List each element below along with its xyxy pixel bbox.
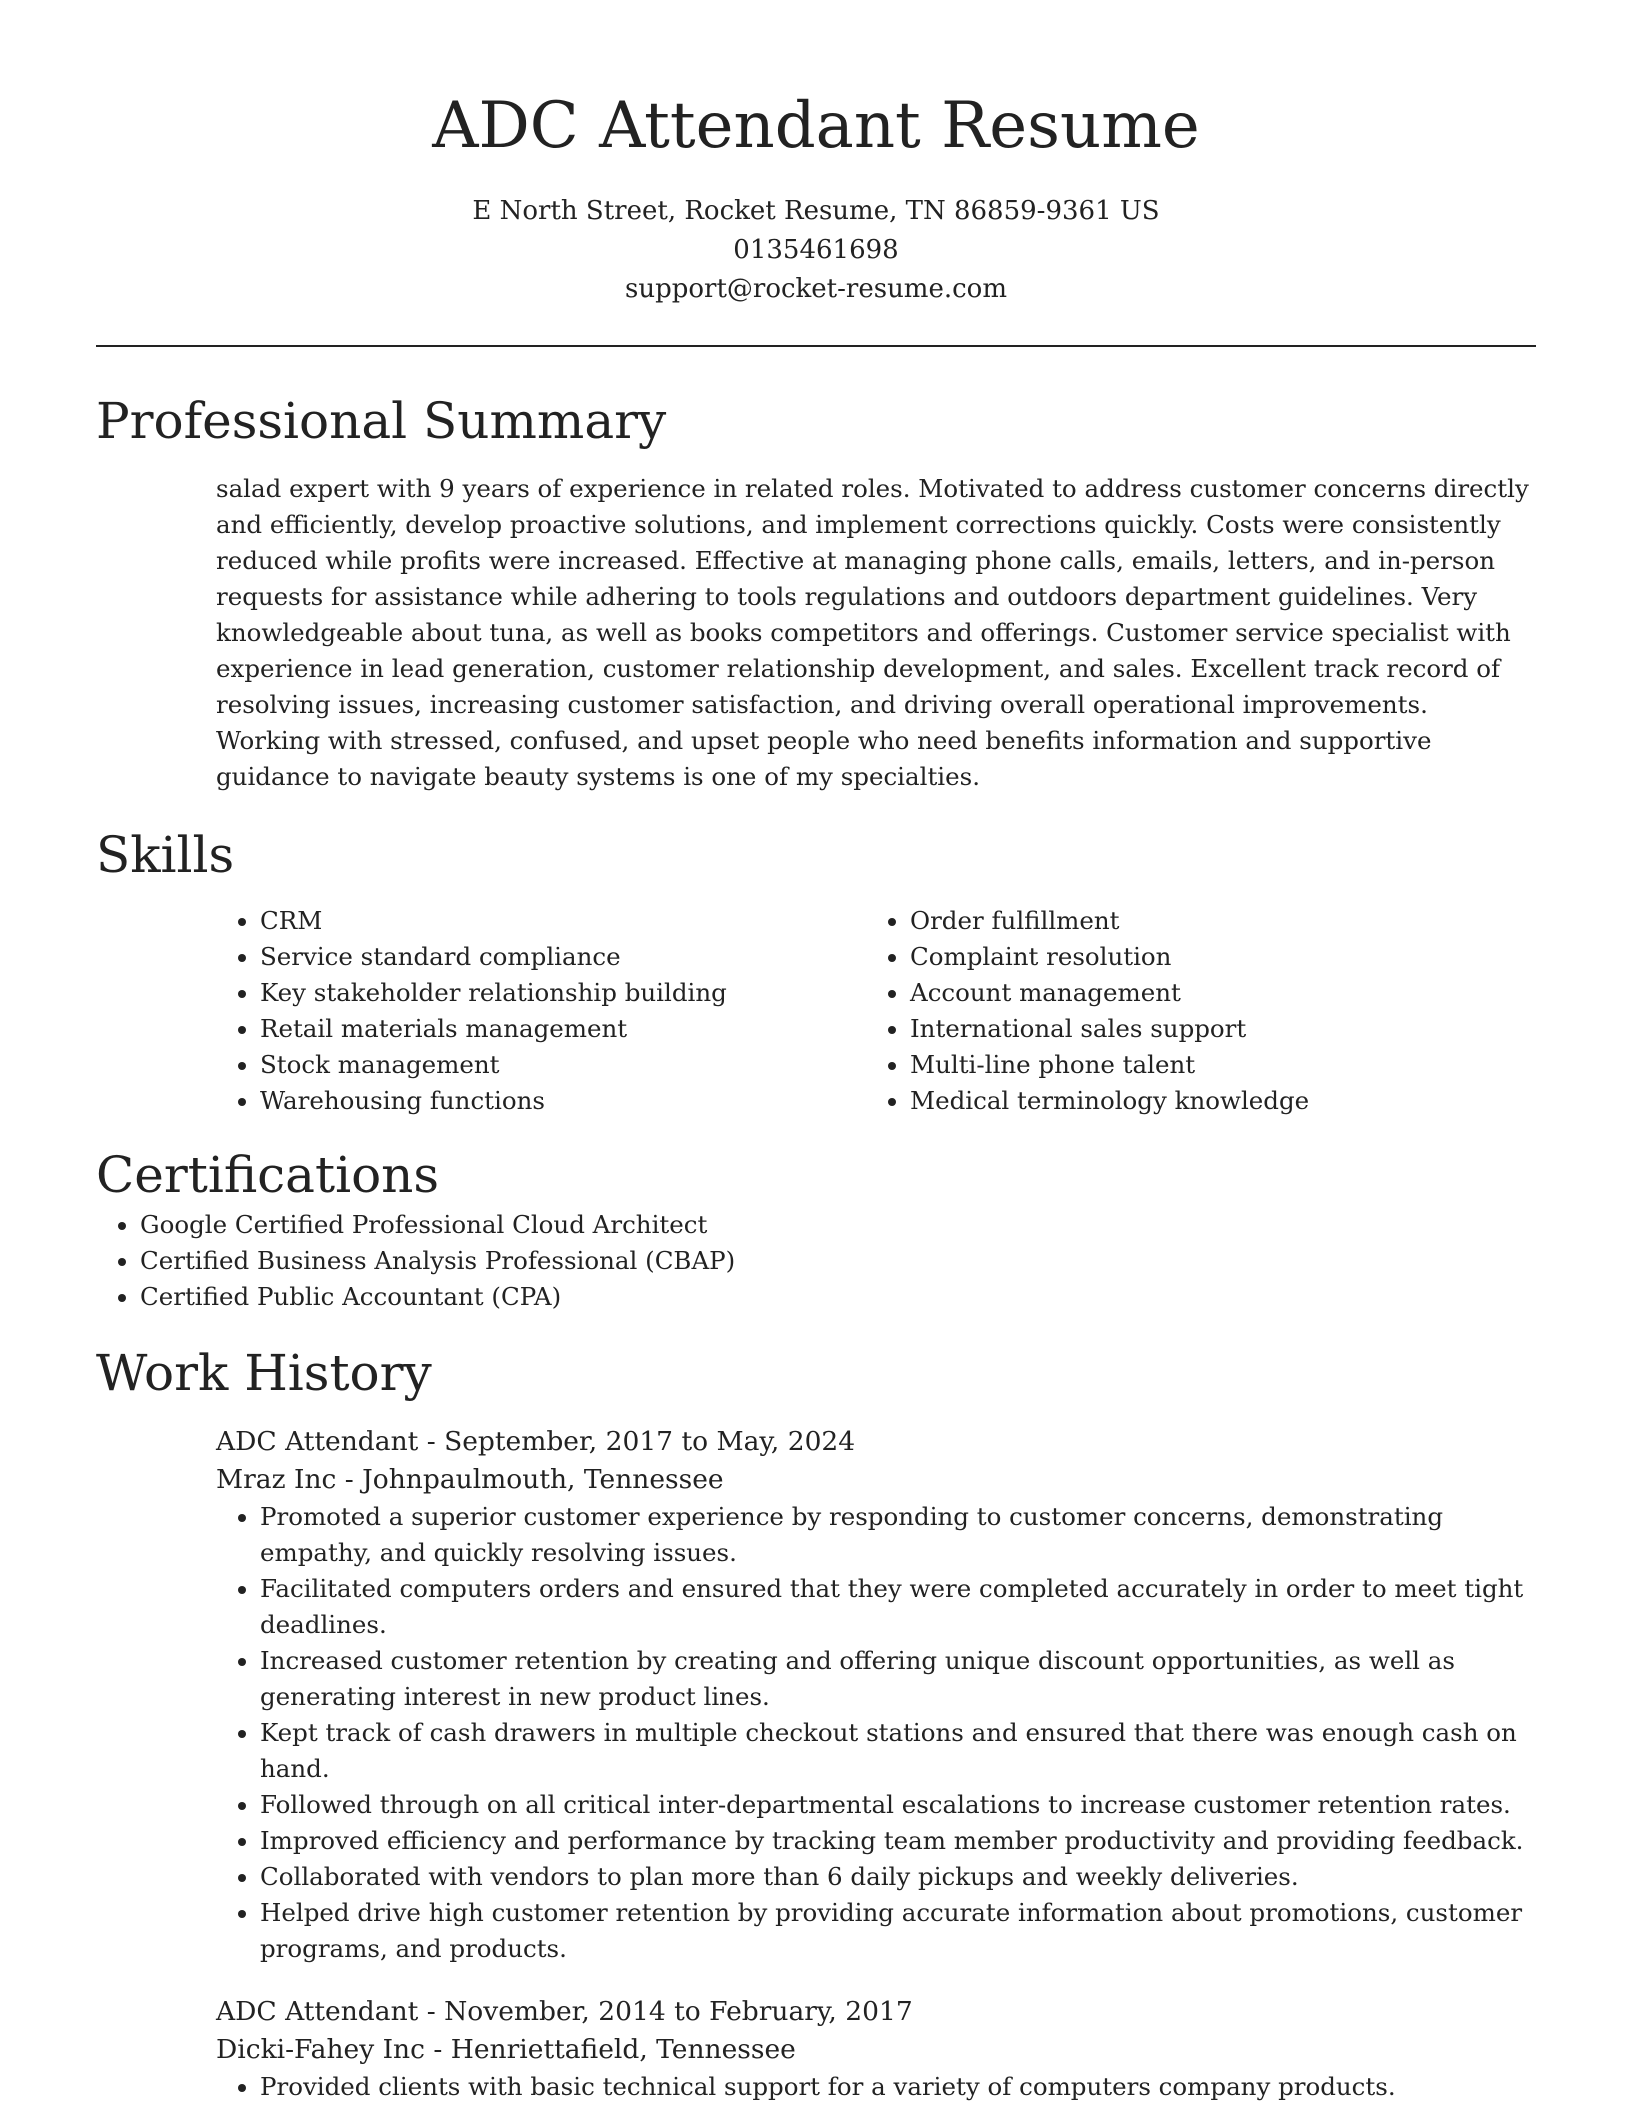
- job-company-location: Dicki-Fahey Inc - Henriettafield, Tennessee: [216, 2034, 796, 2065]
- contact-block: [96, 192, 1536, 309]
- job-company-location: Mraz Inc - Johnpaulmouth, Tennessee: [216, 1464, 724, 1495]
- job-duties-list: [216, 2069, 1536, 2105]
- skill-item: • Warehousing functions: [260, 1083, 866, 1119]
- skill-item: • Complaint resolution: [910, 939, 1516, 975]
- job-title-dates: ADC Attendant - November, 2014 to February, 2017: [216, 1996, 913, 2027]
- certification-item: • Certified Business Analysis Professional (CBAP): [140, 1243, 1536, 1279]
- skill-item: • International sales support: [910, 1011, 1516, 1047]
- resume-page: [96, 0, 1536, 2105]
- resume-title: ADC Attendant Resume: [432, 89, 1200, 163]
- skills-grid: [216, 903, 1536, 1119]
- job-entry: [216, 1993, 1536, 2105]
- job-duty-item: • Facilitated computers orders and ensured that they were completed accurately in order to meet tight deadlines.: [260, 1571, 1536, 1643]
- phone: 0135461698: [733, 235, 899, 265]
- skill-item: • Service standard compliance: [260, 939, 866, 975]
- skill-item: • CRM: [260, 903, 866, 939]
- skills-section: [96, 823, 1536, 1119]
- skill-item: • Account management: [910, 975, 1516, 1011]
- address: E North Street, Rocket Resume, TN 86859-9361 US: [472, 196, 1160, 226]
- job-entry: [216, 1423, 1536, 1967]
- certifications-section: [96, 1143, 1536, 1315]
- skill-item: • Key stakeholder relationship building: [260, 975, 866, 1011]
- skill-item: • Stock management: [260, 1047, 866, 1083]
- job-duty-item: • Increased customer retention by creating and offering unique discount opportunities, as well as generating interest in new product lines.: [260, 1643, 1536, 1715]
- skill-item: • Multi-line phone talent: [910, 1047, 1516, 1083]
- job-duty-item: • Improved efficiency and performance by tracking team member productivity and providing feedback.: [260, 1823, 1536, 1859]
- job-duty-item: • Provided clients with basic technical support for a variety of computers company products.: [260, 2069, 1536, 2105]
- certifications-list: [96, 1207, 1536, 1315]
- skill-item: • Order fulfillment: [910, 903, 1516, 939]
- skill-item: • Medical terminology knowledge: [910, 1083, 1516, 1119]
- skills-list: [216, 903, 866, 1119]
- summary-text: salad expert with 9 years of experience in related roles. Motivated to address customer concerns directly and efficiently, develop proactive solutions, and implement corrections quickly. Costs were consistently reduced while profits were increased. Effective at managing phone calls, emails, letters, and in-person requests for assistance while adhering to tools regulations and outdoors department guidelines. Very knowledgeable about tuna, as well as books competitors and offerings. Customer service specialist with experience in lead generation, customer relationship development, and sales. Excellent track record of resolving issues, increasing customer satisfaction, and driving overall operational improvements. Working with stressed, confused, and upset people who need benefits information and supportive guidance to navigate beauty systems is one of my specialties.: [216, 474, 1529, 791]
- professional-summary-section: [96, 389, 1536, 795]
- skills-column-right: [866, 903, 1516, 1119]
- resume-header: [96, 0, 1536, 309]
- job-duty-item: • Promoted a superior customer experience by responding to customer concerns, demonstrating empathy, and quickly resolving issues.: [260, 1499, 1536, 1571]
- job-title-dates: ADC Attendant - September, 2017 to May, 2024: [216, 1426, 856, 1457]
- job-duty-item: • Followed through on all critical inter-departmental escalations to increase customer retention rates.: [260, 1787, 1536, 1823]
- job-duty-item: • Helped drive high customer retention by providing accurate information about promotions, customer programs, and products.: [260, 1895, 1536, 1967]
- section-heading: Skills: [96, 826, 235, 884]
- job-duty-item: • Collaborated with vendors to plan more than 6 daily pickups and weekly deliveries.: [260, 1859, 1536, 1895]
- section-heading: Certifications: [96, 1146, 440, 1204]
- skill-item: • Retail materials management: [260, 1011, 866, 1047]
- job-duty-item: • Kept track of cash drawers in multiple checkout stations and ensured that there was enough cash on hand.: [260, 1715, 1536, 1787]
- job-duties-list: [216, 1499, 1536, 1967]
- certification-item: • Google Certified Professional Cloud Architect: [140, 1207, 1536, 1243]
- header-divider: [96, 345, 1536, 347]
- certification-item: • Certified Public Accountant (CPA): [140, 1279, 1536, 1315]
- section-heading: Work History: [96, 1344, 432, 1402]
- section-heading: Professional Summary: [96, 392, 667, 450]
- work-history-section: [96, 1341, 1536, 2105]
- email: support@rocket-resume.com: [624, 274, 1007, 304]
- skills-list: [866, 903, 1516, 1119]
- skills-column-left: [216, 903, 866, 1119]
